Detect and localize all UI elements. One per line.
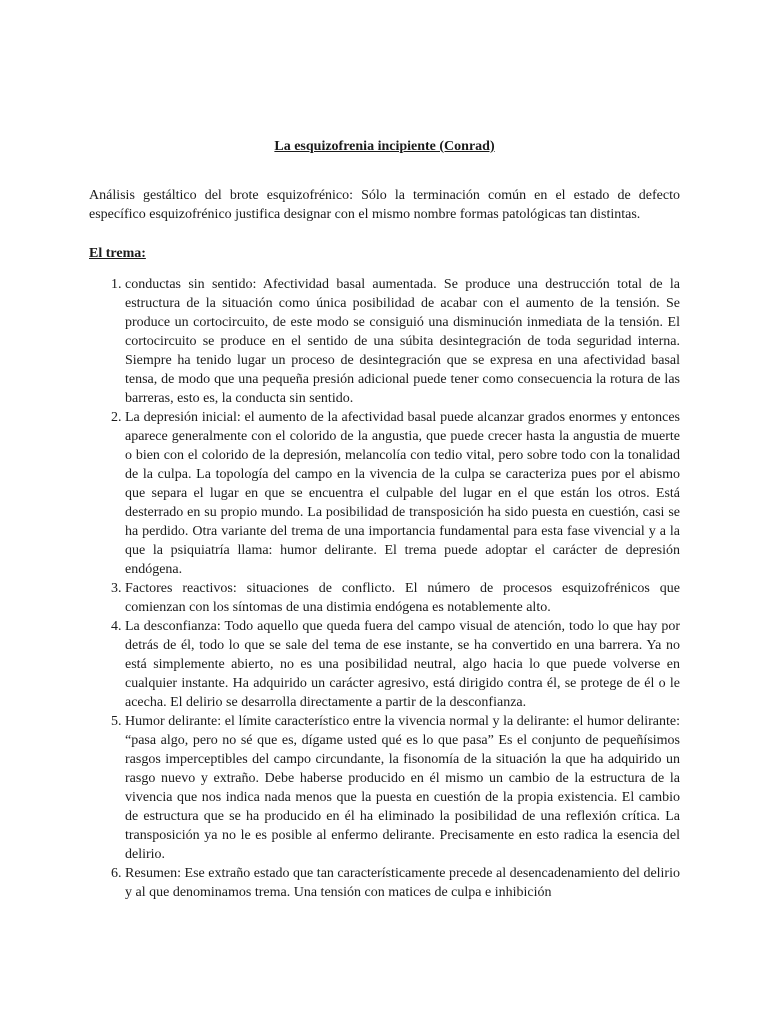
document-title: La esquizofrenia incipiente (Conrad) bbox=[274, 139, 495, 154]
list-item: 1. conductas sin sentido: Afectividad basal aumentada. Se produce una destrucción total de la estructura de la situación como única posibilidad de acabar con el aumento de la tensión. Se produce un cortocircuito, de este modo se consiguió una disminución inmediata de la tensión. El cortocircuito se produce en el sentido de una súbita desintegración de toda seguridad interna. Siempre ha tenido lugar un proceso de desintegración que se expresa en una afectividad basal tensa, de modo que una pequeña presión adicional puede tener como consecuencia la rotura de las barreras, esto es, la conducta sin sentido. bbox=[125, 275, 680, 408]
list-item: 4. La desconfianza: Todo aquello que queda fuera del campo visual de atención, todo lo que hay por detrás de él, todo lo que se sale del tema de ese instante, se ha convertido en una barrera. Ya no está simplemente abierto, no es una posibilidad neutral, algo hacia lo que puede volverse en cualquier instante. Ha adquirido un carácter agresivo, está dirigido contra él, se protege de él o le acecha. El delirio se desarrolla directamente a partir de la desconfianza. bbox=[125, 617, 680, 712]
numbered-list bbox=[89, 275, 680, 902]
intro-paragraph: Análisis gestáltico del brote esquizofrénico: Sólo la terminación común en el estado de defecto específico esquizofrénico justifica designar con el mismo nombre formas patológicas tan distintas. bbox=[89, 188, 680, 222]
document-page bbox=[89, 138, 680, 902]
list-item: 5. Humor delirante: el límite característico entre la vivencia normal y la delirante: el humor delirante: “pasa algo, pero no sé que es, dígame usted qué es lo que pasa” Es el conjunto de pequeñísimos rasgos imperceptibles del campo circundante, la fisonomía de la situación la que ha adquirido un rasgo nuevo y extraño. Debe haberse producido en él mismo un cambio de la estructura de la vivencia que nos indica nada menos que la puesta en cuestión de la propia existencia. El cambio de estructura que se ha producido en él ha eliminado la posibilidad de una reflexión crítica. La transposición ya no le es posible al enfermo delirante. Precisamente en esto radica la esencia del delirio. bbox=[125, 712, 680, 864]
list-item: 6. Resumen: Ese extraño estado que tan característicamente precede al desencadenamiento del delirio y al que denominamos trema. Una tensión con matices de culpa e inhibición bbox=[125, 864, 680, 902]
list-item: 2. La depresión inicial: el aumento de la afectividad basal puede alcanzar grados enormes y entonces aparece generalmente con el colorido de la angustia, que puede crecer hasta la angustia de muerte o bien con el colorido de la depresión, melancolía con tedio vital, pero sobre todo con la tonalidad de la culpa. La topología del campo en la vivencia de la culpa se caracteriza pues por el abismo que separa el lugar en que se encuentra el culpable del lugar en el que están los otros. Está desterrado en su propio mundo. La posibilidad de transposición ha sido puesta en cuestión, casi se ha perdido. Otra variante del trema de una importancia fundamental para esta fase vivencial y a la que la psiquiatría llama: humor delirante. El trema puede adoptar el carácter de depresión endógena. bbox=[125, 408, 680, 579]
list-item: 3. Factores reactivos: situaciones de conflicto. El número de procesos esquizofrénicos que comienzan con los síntomas de una distimia endógena es notablemente alto. bbox=[125, 579, 680, 617]
section-heading: El trema: bbox=[89, 246, 146, 261]
